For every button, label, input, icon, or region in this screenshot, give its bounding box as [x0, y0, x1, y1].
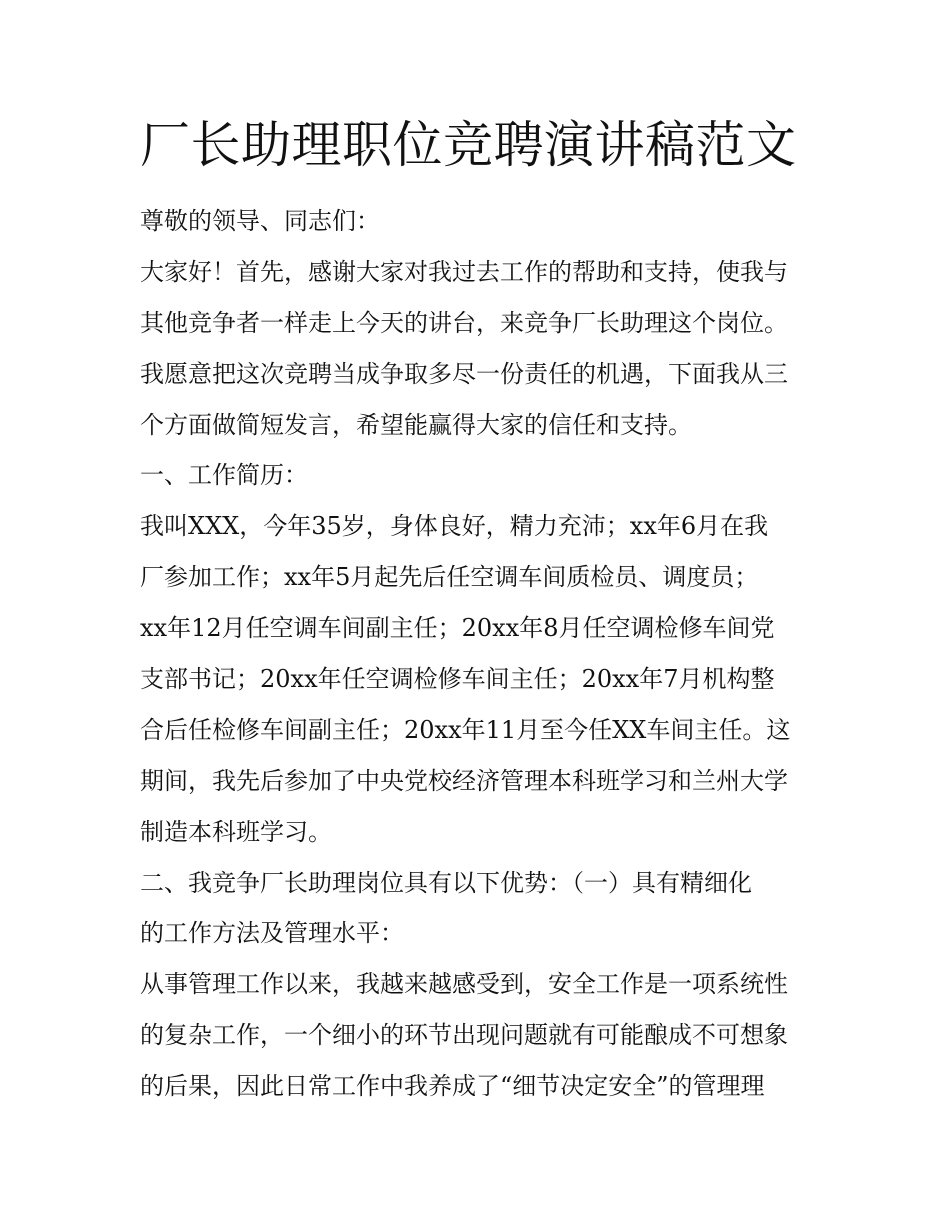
text-line: 我叫XXX，今年35岁，身体良好，精力充沛；xx年6月在我 [140, 512, 769, 541]
text-line: 的复杂工作，一个细小的环节出现问题就有可能酿成不可想象 [140, 1021, 788, 1050]
document-title: 厂长助理职位竞聘演讲稿范文 [140, 116, 797, 174]
text-line: 厂参加工作；xx年5月起先后任空调车间质检员、调度员； [140, 563, 759, 592]
text-line: 其他竞争者一样走上今天的讲台，来竞争厂长助理这个岗位。 [140, 308, 788, 337]
text-line: xx年12月任空调车间副主任；20xx年8月任空调检修车间党 [140, 614, 775, 643]
text-line: 支部书记；20xx年任空调检修车间主任；20xx年7月机构整 [140, 665, 775, 694]
text-line: 的后果，因此日常工作中我养成了“细节决定安全”的管理理 [140, 1072, 765, 1101]
text-line: 从事管理工作以来，我越来越感受到，安全工作是一项系统性 [140, 970, 788, 999]
text-line: 个方面做简短发言，希望能赢得大家的信任和支持。 [140, 410, 692, 439]
text-line: 制造本科班学习。 [140, 817, 332, 846]
section-heading: 一、工作简历： [140, 461, 308, 490]
text-line: 期间，我先后参加了中央党校经济管理本科班学习和兰州大学 [140, 766, 788, 795]
text-line: 尊敬的领导、同志们： [140, 207, 380, 235]
text-line: 大家好！首先，感谢大家对我过去工作的帮助和支持，使我与 [140, 257, 788, 286]
document-page [140, 112, 812, 1112]
text-line: 合后任检修车间副主任；20xx年11月至今任XX车间主任。这 [140, 715, 791, 744]
document-body [140, 196, 812, 1112]
text-line: 我愿意把这次竞聘当成争取多尽一份责任的机遇，下面我从三 [140, 359, 788, 388]
section-heading: 二、我竞争厂长助理岗位具有以下优势：（一）具有精细化 [140, 868, 752, 897]
text-line: 的工作方法及管理水平： [140, 919, 404, 948]
